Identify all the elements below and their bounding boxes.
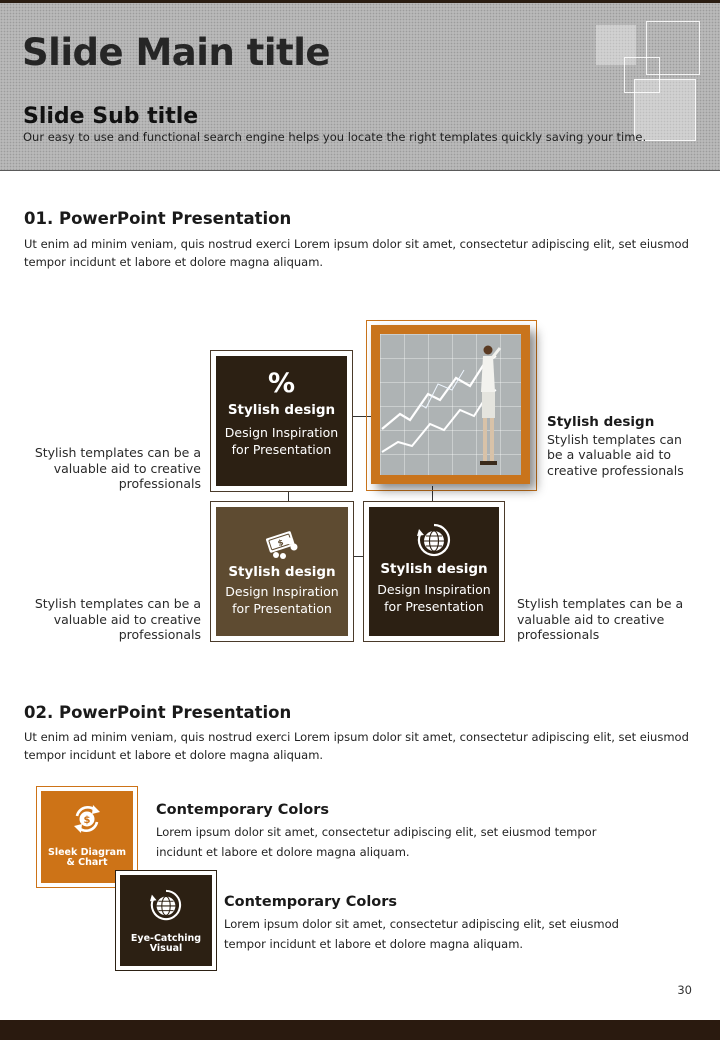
svg-text:$: $ <box>83 815 91 826</box>
dollar-cycle-icon <box>71 803 103 835</box>
tile-subtitle-line1: Design Inspiration <box>224 425 339 440</box>
feature-box-visual <box>120 875 212 966</box>
tile-subtitle-line2: for Presentation <box>384 599 484 614</box>
diagram-right-top-text: Stylish templates can be a valuable aid to creative professionals <box>547 431 684 478</box>
slide-sub-title: Slide Sub title <box>23 104 199 129</box>
diagram-left-bottom-text: Stylish templates can be a valuable aid to creative professionals <box>34 596 201 642</box>
svg-text:$: $ <box>276 537 285 549</box>
diagram-left-top-text: Stylish templates can be a valuable aid to creative professionals <box>34 445 201 491</box>
diagram-right-top-block <box>547 415 697 478</box>
tile-subtitle <box>225 424 338 458</box>
feature-box-label-1: Eye-Catching <box>130 933 202 944</box>
feature-text: Lorem ipsum dolor sit amet, consectetur adipiscing elit, set eiusmod tempor incidunt et labore et dolore magna aliquam. <box>156 825 597 859</box>
section-1-text: Ut enim ad minim veniam, quis nostrud exerci Lorem ipsum dolor sit amet, consectetur adipiscing elit, set eiusmod tempor incidunt et labore et dolore magna aliquam. <box>24 237 689 269</box>
feature-box-label-1: Sleek Diagram <box>48 847 126 858</box>
feature-box-label-2: & Chart <box>66 857 108 868</box>
percent-icon: % <box>267 368 296 399</box>
diagram-tile-globe <box>369 507 499 636</box>
section-1-title: 01. PowerPoint Presentation <box>24 209 292 228</box>
tile-title: Stylish design <box>380 561 488 577</box>
section-2-text: Ut enim ad minim veniam, quis nostrud exerci Lorem ipsum dolor sit amet, consectetur adipiscing elit, set eiusmod tempor incidunt et labore et dolore magna aliquam. <box>24 730 689 762</box>
footer-bar <box>0 1020 720 1040</box>
tile-subtitle-line2: for Presentation <box>231 442 332 457</box>
tile-title: Stylish design <box>227 402 336 418</box>
diagram-tile-money <box>216 507 348 636</box>
feature-title: Contemporary Colors <box>156 802 330 818</box>
photo-card <box>371 325 530 484</box>
businesswoman-chart-image <box>380 334 521 475</box>
diagram-right-top-title: Stylish design <box>547 414 655 430</box>
globe-icon <box>417 523 451 557</box>
tile-title: Stylish design <box>228 564 336 580</box>
feature-box-label-2: Visual <box>149 943 183 954</box>
slide-header <box>0 0 720 171</box>
feature-text: Lorem ipsum dolor sit amet, consectetur adipiscing elit, set eiusmod tempor incidunt et labore et dolore magna aliquam. <box>224 917 619 951</box>
feature-title: Contemporary Colors <box>224 894 398 910</box>
tile-subtitle-line1: Design Inspiration <box>225 584 339 599</box>
tile-subtitle-line2: for Presentation <box>232 601 332 616</box>
tile-subtitle <box>225 583 338 617</box>
slide-main-title: Slide Main title <box>22 31 330 74</box>
diagram-tile-percent <box>216 356 347 486</box>
globe-icon <box>150 889 182 921</box>
page-number: 30 <box>677 983 692 997</box>
tile-subtitle <box>377 581 490 615</box>
rising-graph-illustration <box>380 334 521 475</box>
money-icon <box>262 527 302 561</box>
section-2-title: 02. PowerPoint Presentation <box>24 703 292 722</box>
diagram-right-bottom-text: Stylish templates can be a valuable aid to creative professionals <box>517 596 684 642</box>
tile-subtitle-line1: Design Inspiration <box>377 582 491 597</box>
slide-description: Our easy to use and functional search engine helps you locate the right templates quickly saving your time. <box>23 130 647 144</box>
